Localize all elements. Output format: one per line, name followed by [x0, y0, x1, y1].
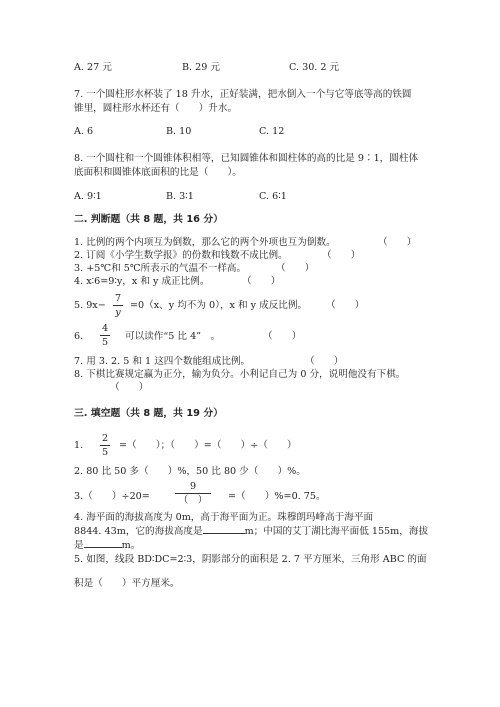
- q7-text-line1: 7. 一个圆柱形水杯装了 18 升水，正好装满，把水倒入一个与它等底等高的铁圆: [74, 89, 412, 100]
- fill-item-4-line1: 4. 海平面的海拔高度为 0m，高于海平面为正。珠穆朗玛峰高于海平面: [74, 512, 374, 523]
- judge-item-3: 3. +5℃和 5℃所表示的气温不一样高。: [74, 263, 247, 274]
- fraction-bar: [113, 305, 123, 306]
- judge-item-1-bracket[interactable]: （ ）: [378, 237, 417, 248]
- judge-item-4: 4. x∶6=9∶y，x 和 y 成正比例。: [74, 276, 210, 287]
- judge-item-6-fraction: [100, 323, 110, 348]
- judge-item-8-bracket[interactable]: （ ）: [110, 382, 149, 393]
- judge-item-5-text: =0（x、y 均不为 0），x 和 y 成反比例。: [130, 300, 308, 311]
- fraction-denominator: 5: [101, 337, 109, 348]
- judge-item-7-bracket[interactable]: （ ）: [305, 356, 344, 367]
- fill-item-5-line1: 5. 如图，线段 BD∶DC=2∶3，阴影部分的面积是 2. 7 平方厘米，三角形 ABC 的面: [74, 554, 427, 565]
- answer-blank[interactable]: [203, 533, 245, 534]
- fill-item-4-line2: [74, 526, 428, 538]
- fraction-numerator: 7: [114, 293, 122, 304]
- section3-title: 三. 填空题（共 8 题，共 19 分）: [74, 408, 223, 419]
- q8-text-line2: 底面积和圆锥体底面积的比是（ ）。: [74, 167, 242, 178]
- judge-item-1: 1. 比例的两个内项互为倒数，那么它的两个外项也互为倒数。: [74, 237, 336, 248]
- judge-item-2-bracket[interactable]: （ ）: [322, 250, 361, 261]
- q6-option-a: A. 27 元: [74, 62, 112, 73]
- judge-item-6-prefix: 6.: [74, 331, 84, 342]
- fill-item-4-line3: [74, 540, 140, 552]
- judge-item-2: 2. 订阅《小学生数学报》的份数和钱数不成比例。: [74, 250, 288, 261]
- fraction-numerator: 4: [101, 323, 109, 334]
- fill-item-4-line2-end: m；中国的艾丁湖比海平面低 155m，海拔: [244, 526, 429, 537]
- judge-item-7: 7. 用 3. 2. 5 和 1 这四个数能组成比例。: [74, 356, 251, 367]
- section2-title: 二. 判断题（共 8 题，共 16 分）: [74, 214, 223, 225]
- q7-option-b: B. 10: [166, 126, 192, 137]
- fill-item-5-line2: 积是（ ）平方厘米。: [74, 578, 180, 589]
- fraction-numerator: 2: [101, 433, 109, 444]
- q8-text-line1: 8. 一个圆柱和一个圆锥体积相等，已知圆锥体和圆柱体的高的比是 9∶1，圆柱体: [74, 153, 419, 164]
- fraction-bar: [100, 445, 110, 446]
- judge-item-6-bracket[interactable]: （ ）: [263, 331, 302, 342]
- judge-item-5-bracket[interactable]: （ ）: [326, 300, 365, 311]
- q7-text-line2: 锥里，圆柱形水杯还有（ ）升水。: [74, 103, 238, 114]
- judge-item-6-text: 可以读作“5 比 4” 。: [125, 331, 221, 342]
- fraction-denominator: y: [115, 307, 121, 318]
- judge-item-8: 8. 下棋比赛规定赢为正分，输为负分。小利记自己为 0 分，说明他没有下棋。: [74, 369, 406, 380]
- answer-blank[interactable]: [84, 547, 122, 548]
- q7-option-c: C. 12: [259, 126, 285, 137]
- q6-option-b: B. 29 元: [182, 62, 221, 73]
- fill-item-2[interactable]: 2. 80 比 50 多（ ）%，50 比 80 少（ ）%。: [74, 466, 306, 477]
- fraction-numerator: 9: [189, 481, 197, 492]
- q8-option-b: B. 3∶1: [166, 191, 194, 202]
- judge-item-4-bracket[interactable]: （ ）: [242, 276, 281, 287]
- fraction-bar: [100, 335, 110, 336]
- q8-option-a: A. 9∶1: [74, 191, 102, 202]
- fill-item-1-text[interactable]: =（ ）；（ ）=（ ）÷（ ）: [119, 440, 297, 451]
- fill-item-3-text[interactable]: =（ ）%=0. 75。: [228, 491, 326, 502]
- q7-option-a: A. 6: [74, 126, 94, 137]
- fill-item-1-prefix: 1.: [74, 440, 84, 451]
- fraction-denominator[interactable]: （ ）: [178, 495, 208, 506]
- fill-item-4-line3-start: 是: [74, 540, 84, 551]
- fill-item-4-line3-end: m。: [121, 540, 141, 551]
- fill-item-3-prefix[interactable]: 3.（ ）÷20=: [74, 491, 150, 502]
- judge-item-5-prefix: 5. 9x−: [74, 300, 106, 311]
- fill-item-4-line2-start: 8844. 43m，它的海拔高度是: [74, 526, 203, 537]
- fill-item-1-fraction: [100, 433, 110, 458]
- q8-option-c: C. 6∶1: [259, 191, 287, 202]
- judge-item-5-fraction: [113, 293, 123, 318]
- judge-item-3-bracket[interactable]: （ ）: [276, 263, 315, 274]
- q6-option-c: C. 30. 2 元: [289, 62, 340, 73]
- fill-item-3-fraction: [175, 481, 211, 506]
- fraction-denominator: 5: [101, 447, 109, 458]
- fraction-bar: [175, 493, 211, 494]
